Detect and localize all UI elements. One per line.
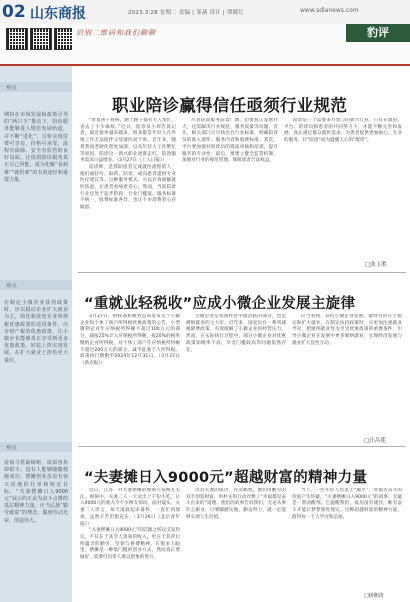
sidebar-text: 看似寻常最崎岖，成如容易却艰辛。没有人能够随随便便成功，摆摊创业虽没有惊天动地的壮举和恢宏目标，“夫妻摆摊日入9000元”展示的正是为奋斗点赞的基层精神力量，应当弘扬“勤劳致富”的理念，做到劳动光荣、创造伟大。: [4, 460, 68, 524]
article-body-column: [80, 118, 176, 268]
article-body-column: [186, 314, 286, 444]
article-paragraph: 陪诊是一个需要多方参与的新兴行业，只有在政府、平台、陪诊员和患者的共同努力下，才能不断完善和发展，真正满足群众就医需求，为患者提供更加贴心、专业的服务，让“陪诊”成为温暖人心的“配诊”。: [284, 118, 402, 144]
article-byline: □张玉胜: [365, 262, 387, 268]
article-byline: □杨朝清: [364, 593, 384, 599]
article-paragraph: 应当看到，扶持小微企业发展，最终目的在于稳定和扩大就业。在制定扶持政策时，应更加注重就业导向，把吸纳就业作为享受优惠政策的重要条件，引导小微企业在发展中更多吸纳就业，实现经济发展与就业扩大良性互动。: [292, 314, 402, 346]
sidebar-text: 期待在市场发展和政策引导的“两只手”推动下，陪诊服务能够进入规范发展轨道，并不断“进化”，尽快实现付费可享有、价格可承受、流程有保障、安全有监管的良好局面，让优质陪诊服务真正尽己所能，成为化解“看病难”“就医难”的有效途径和重要力量。: [4, 112, 68, 183]
qr-code-icon[interactable]: [6, 28, 28, 50]
article-headline[interactable]: “重就业轻税收”应成小微企业发展主旋律: [84, 296, 356, 312]
sidebar-heading: 观点: [6, 283, 18, 289]
column-tag: 豹评: [346, 24, 410, 42]
article-paragraph: 陪诊师，是帮助患者完成就医流程的人，他们或挂号、取药、陪诊，或向患者提供专业医疗建议等。这种服务模式，可以有效缓解就医焦虑，让患者看病更省心。然而，当前陪诊行业还处于起步阶段，行业门槛低、服务标准不统一，收费标准各异，也让不少消费者心存疑虑。: [80, 164, 176, 211]
author-name: 汪昌莲: [369, 438, 386, 444]
sidebar-text: 在制定小微企业扶持政策时，应以稳动企业扩大就业为主，简化和放宽企业所得税优惠政策的适用条件，出台财产税的优惠政策，让小微企业能够真正享受到更多优惠政策，轻装上阵实现发展，在扩大就业上担负更大重任。: [4, 300, 68, 364]
article-headline[interactable]: 职业陪诊赢得信任亟须行业规范: [112, 96, 348, 115]
author-name: 张玉胜: [370, 262, 387, 268]
article-body-column: [186, 488, 286, 600]
sidebar-heading: 观点: [6, 85, 18, 91]
article-body-column: [80, 488, 180, 600]
article-paragraph: “带着孩子看病，跑上跑下都有专人帮忙，省去了不少麻烦。”近日，陪诊员小周告诉记者，最近接单越来越多，很多都是年轻人在外地工作无法陪伴父母就医而下单。近年来，随着我国老龄化程度加深，以及年轻人工作繁忙等原因，陪诊这一新兴职业逐渐走红，陪诊服务需求日益增多。（3月27日《工人日报》）: [80, 118, 176, 164]
site-url[interactable]: www.sdlanews.com: [300, 7, 359, 14]
article-body-column: [292, 488, 402, 592]
article-paragraph: “夫妻摆摊日入9000元”的话题之所以引发热议，不仅在于其令人羡慕的收入，更在于其背后所蕴含的勤劳、坚韧与拼搏精神。在很多人眼里，摆摊是一种低门槛的创业方式，然而真正要做好，需要付出常人难以想象的努力。: [80, 528, 180, 561]
article-body-column: [182, 118, 278, 268]
article-paragraph: 小微企业是我国经济中最活跃的部分，也是吸纳就业的主力军。近年来，国家出台一系列减税降费政策，有效缓解了小微企业的经营压力。然而，在实际执行过程中，部分小微企业对优惠政策知晓率不高、享受门槛较高等问题依然存在。: [186, 314, 286, 353]
issue-meta: 2023.3.28 星期二 责编 | 邹菡 设计 | 谭媛红: [128, 10, 244, 16]
section-divider: [78, 272, 406, 273]
article-paragraph: 这对夫妻的成功，并非偶然。他们用勤劳的双手创造财富，用朴实的行动诠释了“幸福都是奋斗出来的”道理。他们的故事告诉我们，无论从事什么职业，只要脚踏实地、勤奋努力，就一定能够实现人生价值。: [186, 488, 286, 520]
article-headline[interactable]: “夫妻摊日入9000元”超越财富的精神力量: [84, 470, 368, 486]
article-paragraph: 尽管陪诊服务前景广阔，但要真正发展壮大，还需解决行业规范、服务质量等问题。首先，相关部门应尽快出台行业标准，明确陪诊员的准入条件、服务内容和收费标准；其次，平台要加强对陪诊员的资质审核和培训，提升服务的专业性；最后，要建立健全监管机制，加强对行业的规范管理，保障患者合法权益。: [182, 118, 278, 164]
article-body-column: [284, 118, 402, 258]
qr-code-icon[interactable]: [54, 28, 72, 50]
sidebar-heading: 观点: [6, 445, 18, 451]
article-byline: □汪昌莲: [364, 438, 386, 444]
author-name: 杨朝清: [368, 593, 384, 599]
article-body-column: [80, 314, 180, 444]
article-paragraph: 近日，江苏一对夫妻摆摊的视频引发网友关注。视频中，夫妻二人一天卖出上千份小吃，日入9000元的收入令不少网友惊叹。面对镜头，夫妻二人坦言，每天凌晨起床备料，一直忙到深夜，虽然辛苦但很充实。（3月26日《北京青年报》）: [80, 488, 180, 527]
article-body-column: [292, 314, 402, 434]
qr-code-icon[interactable]: [30, 28, 52, 50]
section-divider: [78, 446, 406, 447]
newspaper-name: 山东商报: [30, 6, 86, 22]
article-paragraph: 当下，一些年轻人热衷于“躺平”，对艰苦奋斗的价值产生怀疑。“夫妻摆摊日入9000元”的故事，无疑是一剂清醒剂。它提醒我们，成功没有捷径，唯有奋斗才能让梦想照进现实。这种超越财富的精神力量，值得每一个人学习和弘扬。: [292, 488, 402, 520]
article-paragraph: 3月27日，财政部和税务总局发布关于小微企业和个体工商户所得税优惠政策的公告，小型微利企业年应纳税所得额不超过100万元的部分，减按25%计入应纳税所得额，按20%的税率缴纳企业所得税。对个体工商户年应纳税所得额不超过200万元的部分，减半征收个人所得税。政策执行期限至2024年12月31日。（3月27日《新京报》）: [80, 314, 180, 366]
banner-slogan: 识别二维码和我们聊聊: [76, 29, 156, 37]
page-number: 02: [2, 2, 26, 22]
